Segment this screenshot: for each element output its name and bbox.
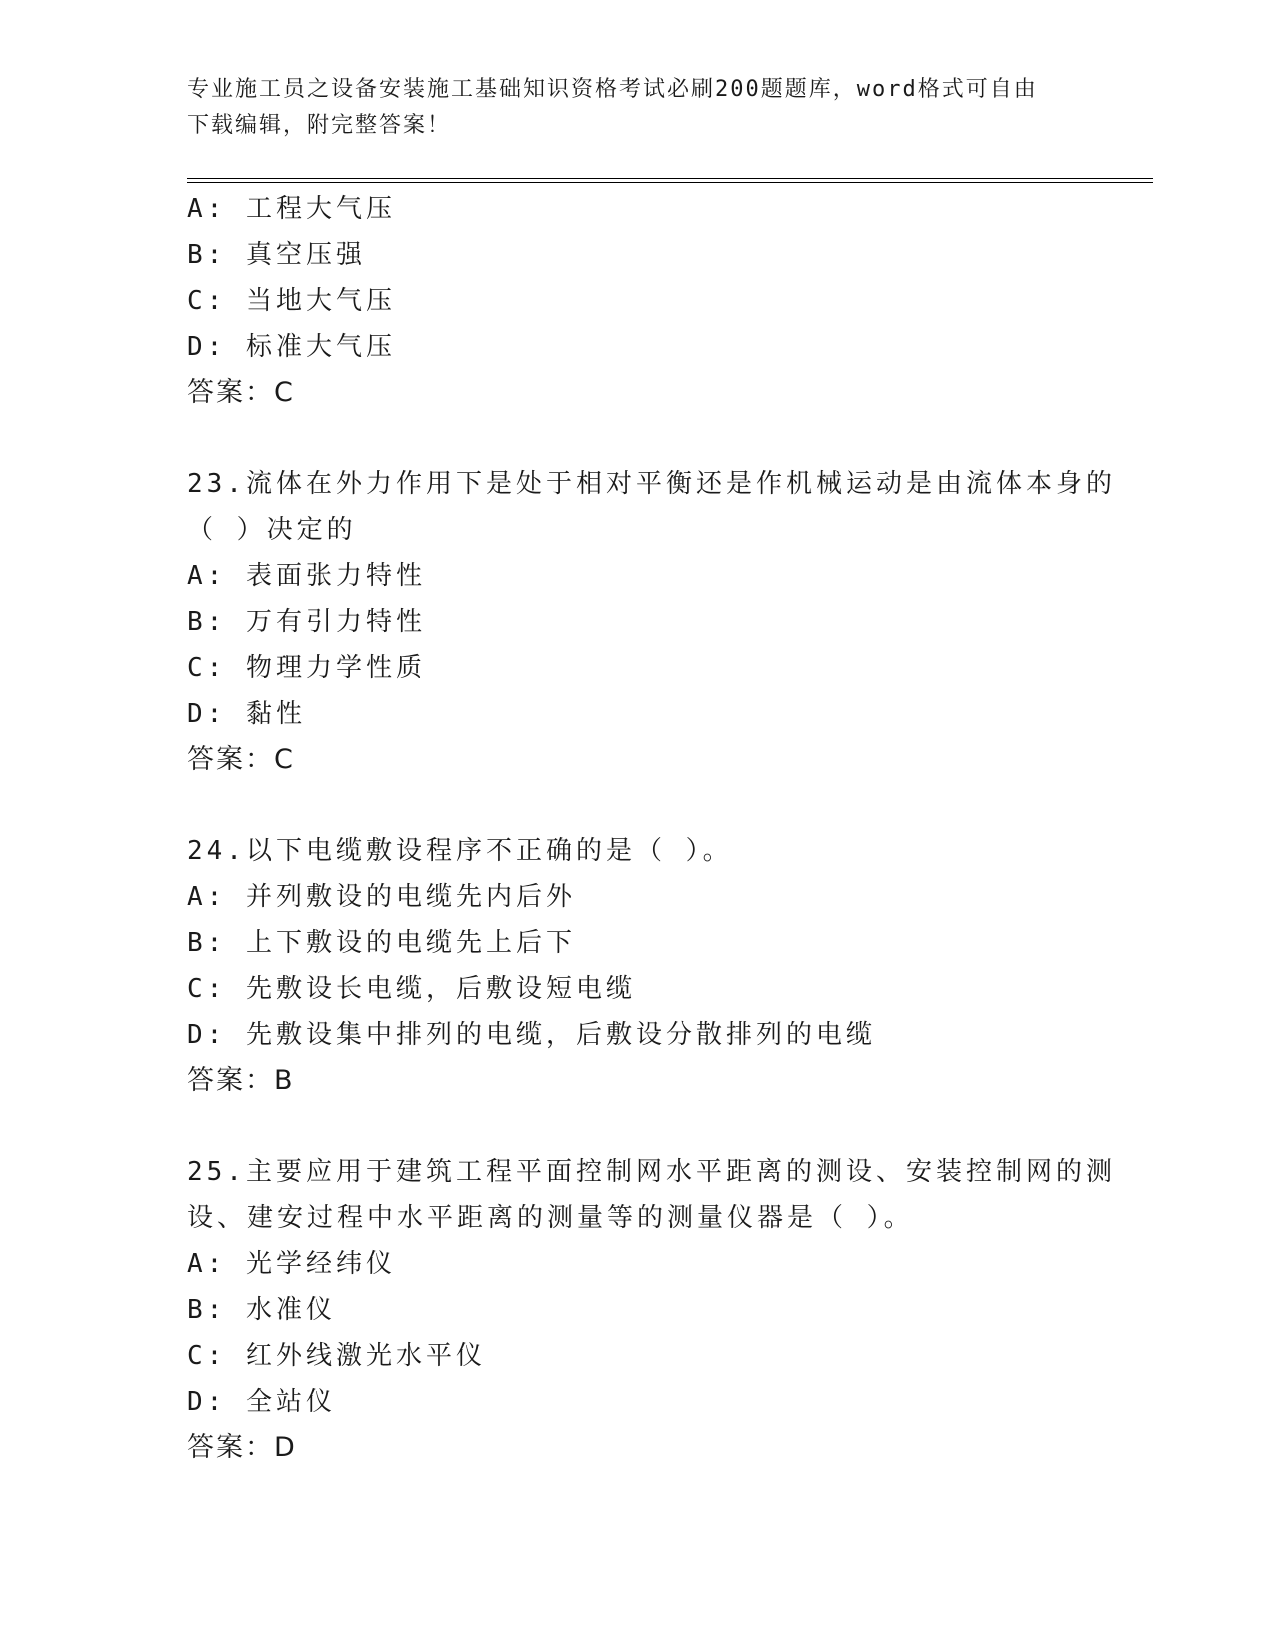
option-d: D: 全站仪 [187, 1387, 336, 1417]
spacer [187, 416, 1087, 461]
option-a: A: 光学经纬仪 [187, 1249, 396, 1279]
question-stem: 23.流体在外力作用下是处于相对平衡还是作机械运动是由流体本身的 [187, 469, 1116, 499]
header-line-2: 下载编辑，附完整答案！ [187, 113, 452, 138]
option-d: D: 先敷设集中排列的电缆，后敷设分散排列的电缆 [187, 1020, 876, 1050]
header-line-1: 专业施工员之设备安装施工基础知识资格考试必刷200题题库，word格式可自由 [187, 77, 1038, 102]
option-c: C: 当地大气压 [187, 286, 396, 316]
question-stem: 24.以下电缆敷设程序不正确的是（ ）。 [187, 836, 733, 866]
option-a: A: 并列敷设的电缆先内后外 [187, 882, 576, 912]
option-c: C: 先敷设长电缆，后敷设短电缆 [187, 974, 636, 1004]
option-b: B: 真空压强 [187, 240, 366, 270]
spacer [187, 1104, 1087, 1149]
option-c: C: 物理力学性质 [187, 653, 426, 683]
option-c: C: 红外线激光水平仪 [187, 1341, 486, 1371]
answer: 答案：D [187, 1432, 297, 1463]
question-25 [187, 1149, 1116, 1471]
question-23 [187, 461, 1116, 783]
header-divider-top [187, 178, 1153, 179]
answer: 答案：C [187, 744, 295, 775]
option-b: B: 上下敷设的电缆先上后下 [187, 928, 576, 958]
option-d: D: 标准大气压 [187, 332, 396, 362]
document-header [187, 72, 1067, 144]
answer: 答案：C [187, 377, 295, 408]
option-d: D: 黏性 [187, 699, 306, 729]
question-stem: 25.主要应用于建筑工程平面控制网水平距离的测设、安装控制网的测 [187, 1157, 1116, 1187]
option-a: A: 表面张力特性 [187, 561, 426, 591]
question-24 [187, 828, 1087, 1104]
header-divider-bottom [187, 182, 1153, 183]
option-a: A: 工程大气压 [187, 194, 396, 224]
answer: 答案：B [187, 1065, 295, 1096]
question-list [187, 186, 1116, 1471]
spacer [187, 783, 1087, 828]
option-b: B: 水准仪 [187, 1295, 336, 1325]
question-stem-continued: 设、建安过程中水平距离的测量等的测量仪器是（ ）。 [187, 1203, 914, 1233]
option-b: B: 万有引力特性 [187, 607, 426, 637]
question-22 [187, 186, 1087, 416]
question-stem-continued: （ ）决定的 [187, 515, 357, 545]
